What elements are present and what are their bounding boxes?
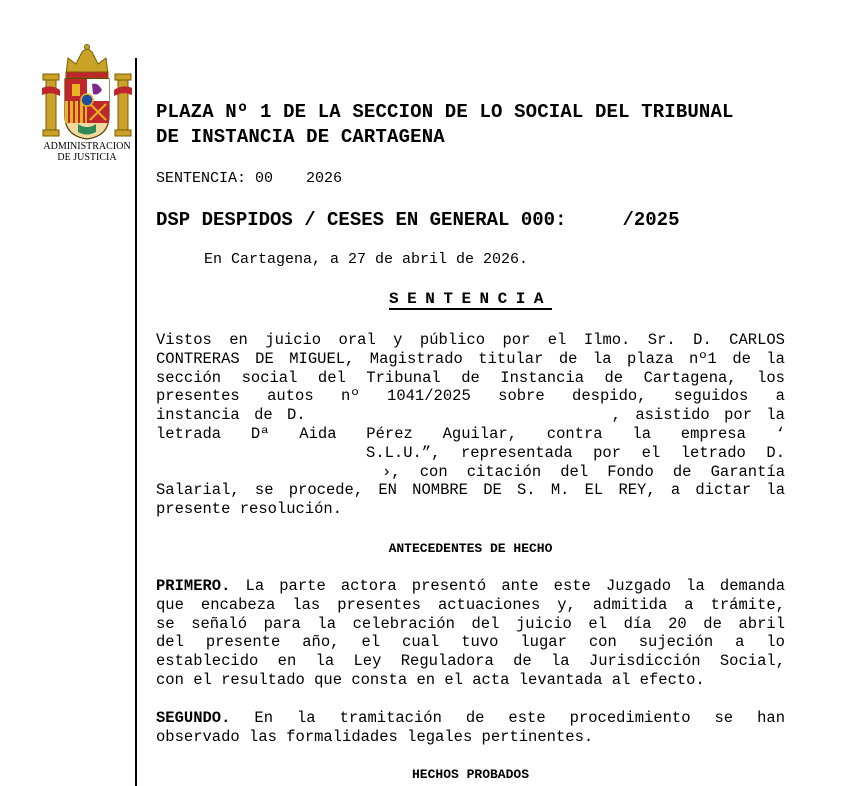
primero-line: establecido en la Ley Reguladora de la Jurisdicción Social, <box>156 652 785 671</box>
court-name-line2: DE INSTANCIA DE CARTAGENA <box>156 126 445 148</box>
vistos-line: Vistos en juicio oral y público por el Ilmo. Sr. D. CARLOS <box>156 331 785 349</box>
primero-line: con el resultado que consta en el acta levantada al efecto. <box>156 670 705 689</box>
vistos-line: sección social del Tribunal de Instancia de Cartagena, los <box>156 368 785 387</box>
vistos-line-part: instancia de D. <box>156 406 306 425</box>
antecedentes-heading: ANTECEDENTES DE HECHO <box>388 541 553 556</box>
primero-line: se señaló para la celebración del juicio el día 20 de abril <box>156 614 785 633</box>
sentencia-label: SENTENCIA: 00 <box>156 170 274 187</box>
procedure-left: DSP DESPIDOS / CESES EN GENERAL 000: <box>156 209 567 231</box>
segundo-line-text: En la tramitación de este procedimiento se han <box>254 709 785 727</box>
segundo-line: observado las formalidades legales pertinentes. <box>156 727 594 746</box>
sentencia-number <box>156 170 342 188</box>
crest-caption-line1: ADMINISTRACION <box>43 141 131 152</box>
primero-line: del presente año, el cual tuvo lugar con sujeción a lo <box>156 633 785 652</box>
primero-paragraph <box>156 577 785 690</box>
margin-rule <box>135 58 137 786</box>
vistos-line: S.L.U.”, representada por el letrado D. <box>366 443 785 462</box>
segundo-paragraph <box>156 709 785 747</box>
vistos-line-part: , asistido por la <box>611 406 785 425</box>
vistos-line: presente resolución. <box>156 500 343 519</box>
document-title <box>156 289 785 309</box>
primero-line <box>156 577 785 596</box>
primero-label: PRIMERO. <box>156 577 231 595</box>
court-name <box>156 100 796 150</box>
document-title-text: SENTENCIA <box>389 290 552 308</box>
procedure-right: /2025 <box>622 209 680 231</box>
coat-of-arms-icon <box>38 44 136 142</box>
place-date: En Cartagena, a 27 de abril de 2026. <box>204 251 529 268</box>
primero-line: que encabeza las presentes actuaciones y, admitida a trámite, <box>156 595 785 614</box>
vistos-line: presentes autos nº 1041/2025 sobre despido, seguidos a <box>156 387 785 406</box>
hechos-heading: HECHOS PROBADOS <box>411 767 530 782</box>
vistos-line <box>156 406 785 425</box>
vistos-line: letrada Dª Aida Pérez Aguilar, contra la empresa ‘ <box>156 424 785 443</box>
sentencia-year: 2026 <box>306 170 343 187</box>
vistos-paragraph <box>156 331 785 519</box>
court-name-line1: PLAZA Nº 1 DE LA SECCION DE LO SOCIAL DEL TRIBUNAL <box>156 101 734 123</box>
procedure-number <box>156 208 679 232</box>
crest-caption-line2: DE JUSTICIA <box>57 152 117 163</box>
vistos-line: Salarial, se procede, EN NOMBRE DE S. M. EL REY, a dictar la <box>156 481 785 500</box>
segundo-label: SEGUNDO. <box>156 709 231 727</box>
vistos-line: ›, con citación del Fondo de Garantía <box>382 462 785 481</box>
crest-caption <box>30 141 144 163</box>
primero-line-text: La parte actora presentó ante este Juzgado la demanda <box>245 577 785 595</box>
segundo-line <box>156 709 785 728</box>
vistos-line: CONTRERAS DE MIGUEL, Magistrado titular de la plaza nº1 de la <box>156 349 785 368</box>
